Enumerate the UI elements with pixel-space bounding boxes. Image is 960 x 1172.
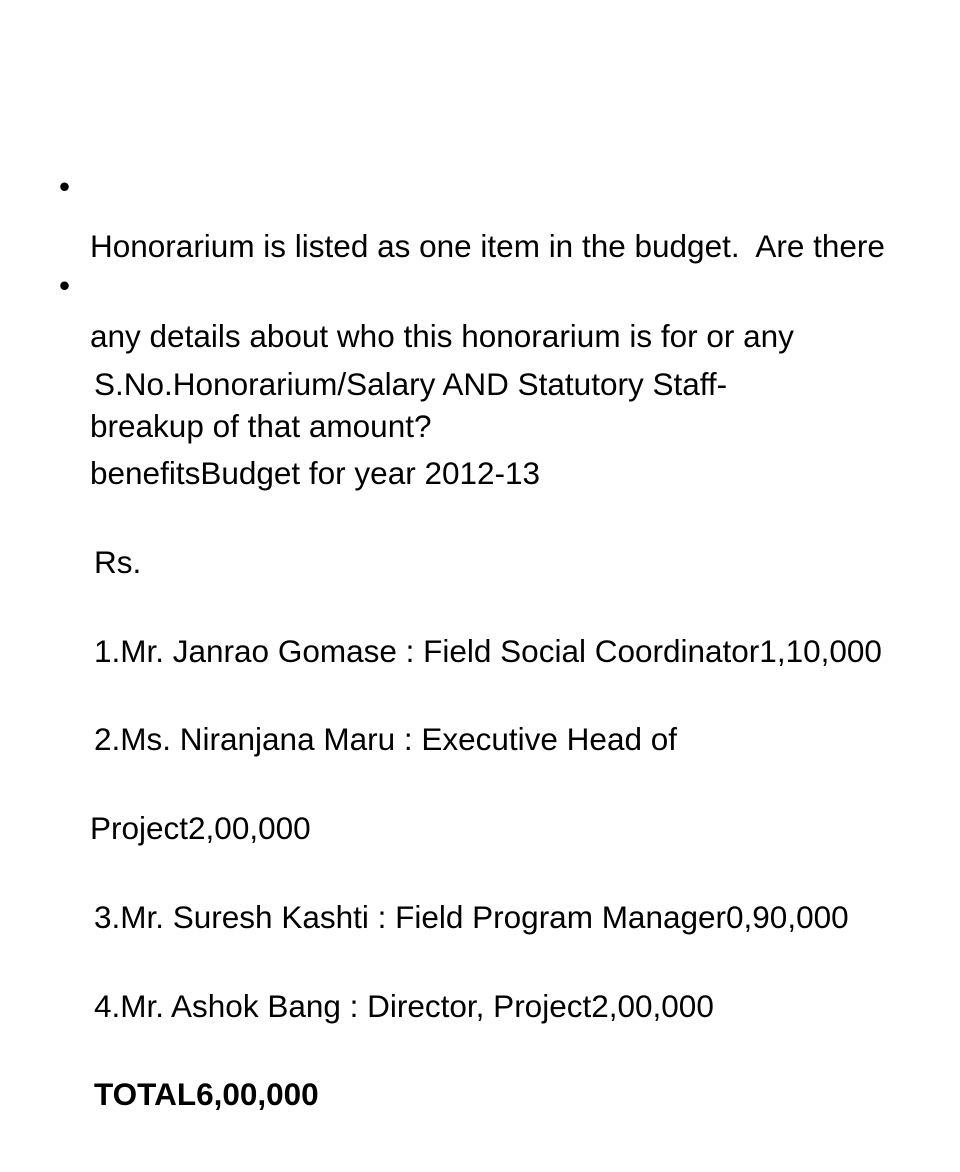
budget-header-line-2: benefitsBudget for year 2012-13 [90,454,541,491]
bullet-2-marker: • [59,267,71,303]
budget-item-3: 3.Mr. Suresh Kashti : Field Program Manager0,90,000 [94,898,849,935]
budget-currency-line: Rs. [94,543,142,580]
budget-item-2-continued: Project2,00,000 [90,810,311,847]
budget-item-1: 1.Mr. Janrao Gomase : Field Social Coordinator1,10,000 [94,632,882,669]
bullet-1-line-2: any details about who this honorarium is for or any [90,318,794,354]
budget-total: TOTAL6,00,000 [94,1076,319,1113]
budget-item-4: 4.Mr. Ashok Bang : Director, Project2,00,000 [94,987,714,1024]
bullet-1-line-1: Honorarium is listed as one item in the budget. Are there [90,228,885,264]
budget-header-line: S.No.Honorarium/Salary AND Statutory Staff- [94,366,728,403]
budget-item-2: 2.Ms. Niranjana Maru : Executive Head of [94,721,678,758]
bullet-1-marker: • [59,168,71,204]
bullet-2-text [90,311,882,1169]
bullet-1-line-3: breakup of that amount? [90,408,432,444]
